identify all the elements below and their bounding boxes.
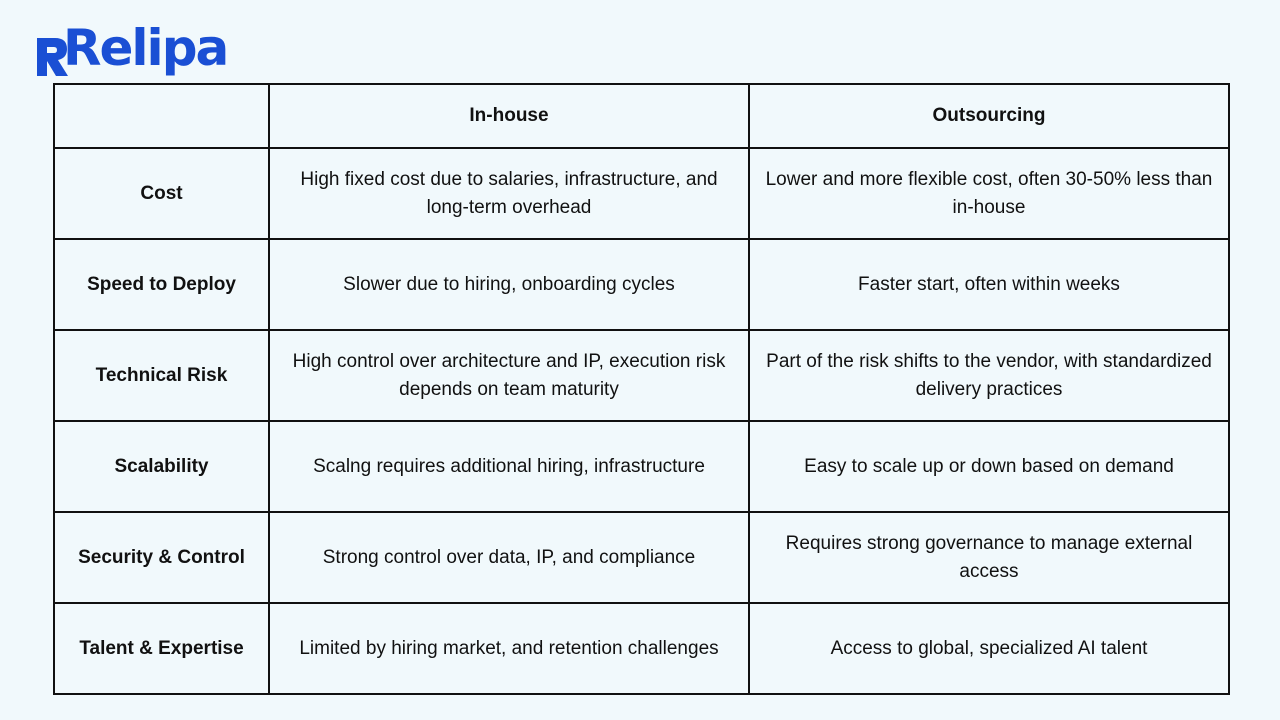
- header-in-house: In-house: [269, 84, 749, 148]
- cell-outsourcing: Easy to scale up or down based on demand: [749, 421, 1229, 512]
- row-label-cost: Cost: [54, 148, 269, 239]
- cell-in-house: Strong control over data, IP, and compliance: [269, 512, 749, 603]
- row-label-scalability: Scalability: [54, 421, 269, 512]
- cell-in-house: Slower due to hiring, onboarding cycles: [269, 239, 749, 330]
- cell-in-house: High fixed cost due to salaries, infrastructure, and long-term overhead: [269, 148, 749, 239]
- cell-in-house: Scalng requires additional hiring, infrastructure: [269, 421, 749, 512]
- row-label-speed-to-deploy: Speed to Deploy: [54, 239, 269, 330]
- cell-outsourcing: Lower and more flexible cost, often 30-50% less than in-house: [749, 148, 1229, 239]
- table-row: [54, 148, 1229, 239]
- cell-in-house: High control over architecture and IP, execution risk depends on team maturity: [269, 330, 749, 421]
- header-outsourcing: Outsourcing: [749, 84, 1229, 148]
- relipa-logo: [35, 19, 228, 82]
- relipa-logo-wordmark: Relipa: [63, 19, 228, 77]
- table-header-row: [54, 84, 1229, 148]
- comparison-table: [53, 83, 1230, 695]
- cell-outsourcing: Requires strong governance to manage external access: [749, 512, 1229, 603]
- row-label-technical-risk: Technical Risk: [54, 330, 269, 421]
- cell-in-house: Limited by hiring market, and retention challenges: [269, 603, 749, 694]
- cell-outsourcing: Faster start, often within weeks: [749, 239, 1229, 330]
- row-label-security-control: Security & Control: [54, 512, 269, 603]
- table-row: [54, 239, 1229, 330]
- header-empty-cell: [54, 84, 269, 148]
- table-row: [54, 512, 1229, 603]
- row-label-talent-expertise: Talent & Expertise: [54, 603, 269, 694]
- table-row: [54, 603, 1229, 694]
- cell-outsourcing: Access to global, specialized AI talent: [749, 603, 1229, 694]
- table-row: [54, 330, 1229, 421]
- table-row: [54, 421, 1229, 512]
- cell-outsourcing: Part of the risk shifts to the vendor, with standardized delivery practices: [749, 330, 1229, 421]
